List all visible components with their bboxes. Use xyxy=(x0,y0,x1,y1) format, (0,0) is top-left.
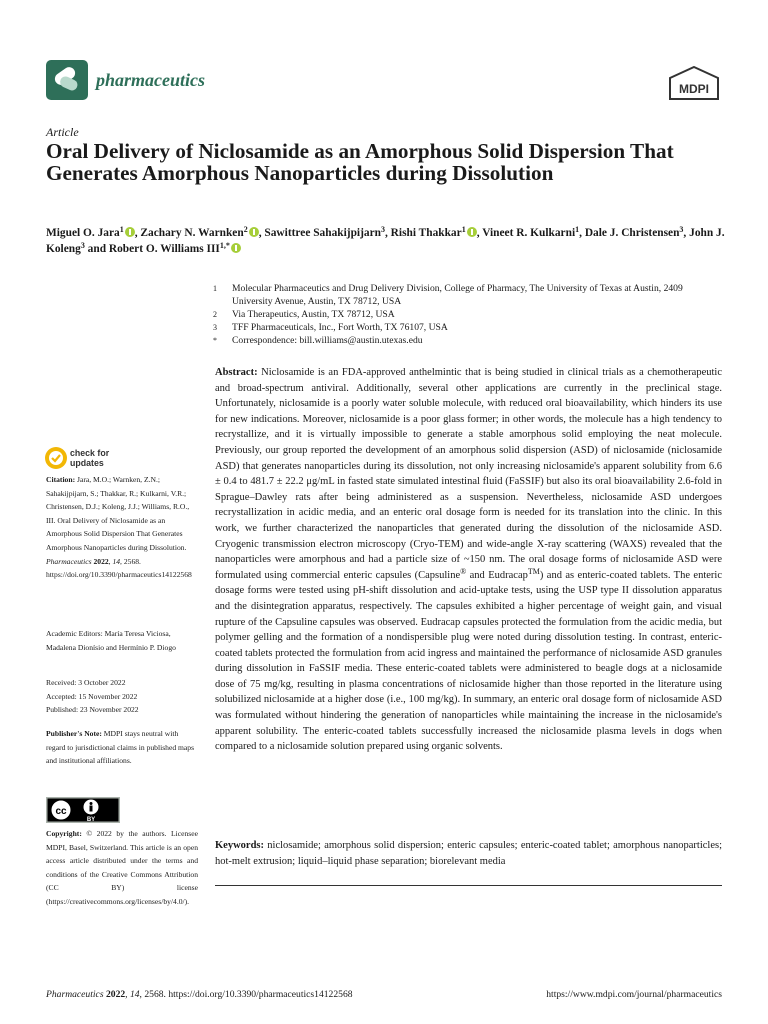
keywords-text: niclosamide; amorphous solid dispersion; enteric capsules; enteric-coated tablet; amorphous nanoparticles; hot-melt extrusion; liquid–liquid phase separation; biorelevant media xyxy=(215,840,722,867)
journal-name: pharmaceutics xyxy=(96,70,206,90)
publication-dates xyxy=(46,676,198,717)
author-separator: , xyxy=(579,227,585,239)
svg-text:cc: cc xyxy=(55,806,67,817)
author-name: John J. Koleng xyxy=(46,227,725,255)
affiliation-mark: * xyxy=(213,336,217,345)
copyright-text: © 2022 by the authors. Licensee MDPI, Basel, Switzerland. This article is an open access article distributed under the terms and conditions of the Creative Commons Attribution (CC BY) license (https://creativecommons.org/licenses/by/4.0/). xyxy=(46,829,198,906)
check-for-updates-icon xyxy=(44,446,68,470)
affiliations xyxy=(213,282,713,347)
abstract-text-3: ) and as enteric-coated tablets. The enteric dosage forms were tested using pH-shift dissolution and acid-uptake tests, using the USP type II dissolution apparatus and the disintegration apparatus, respectively. The capsules exhibited a higher percentage of weight gain, and visual rupture of the Capsuline capsules was observed. Eudracap capsules protected the formulation from the acidic media, but polymer gelling and the formation of a nondispersible plug were noted during dissolution testing. In contrast, enteric-coated tablets protected the formulation from acid ingress and maintained the performance of niclosamide ASD granules during dissolution in FaSSIF media. These enteric-coated tablets were administered to beagle dogs at a niclosamide dose of 75 mg/kg, resulting in plasma concentrations of niclosamide higher than those reported in the literature using solubilized niclosamide at a higher dose (i.e., 100 mg/kg). In summary, an enteric oral dosage form of niclosamide ASD was formulated without hindering the generation of nanoparticles while maintaining the increase in the niclosamide's apparent solubility. The enteric-coated tablets successfully increased the niclosamide plasma levels in dogs when compared to a niclosamide solution prepared using organic solvents. xyxy=(215,569,722,753)
author-name: Rishi Thakkar xyxy=(390,227,462,239)
academic-editors: Academic Editors: María Teresa Viciosa, Madalena Dionísio and Hermínio P. Diogo xyxy=(46,629,176,652)
affiliation-text: Correspondence: bill.williams@austin.utexas.edu xyxy=(232,335,423,346)
copyright-notice xyxy=(46,827,198,909)
footer-journal: Pharmaceutics xyxy=(46,989,104,1000)
author-affiliation-mark: 3 xyxy=(380,225,385,234)
author-name: Sawittree Sahakijpijarn xyxy=(264,227,381,239)
affiliation-item xyxy=(213,321,713,334)
author-name: Miguel O. Jara xyxy=(46,227,120,239)
orcid-icon[interactable] xyxy=(467,227,477,237)
mdpi-logo-icon xyxy=(668,66,720,100)
author-separator: , xyxy=(683,227,690,239)
author-affiliation-mark: 1 xyxy=(575,225,580,234)
affiliation-text: TFF Pharmaceuticals, Inc., Fort Worth, TX 76107, USA xyxy=(232,322,448,333)
author-affiliation-mark: 1,* xyxy=(219,241,230,250)
orcid-icon[interactable] xyxy=(249,227,259,237)
author-affiliation-mark: 3 xyxy=(80,241,85,250)
orcid-icon[interactable] xyxy=(231,243,241,253)
article-type: Article xyxy=(46,125,79,139)
affiliation-item xyxy=(213,334,713,347)
check-for-updates-label xyxy=(70,448,109,468)
page-header xyxy=(46,60,722,104)
cc-by-text: BY xyxy=(86,817,96,823)
copyright-label: Copyright: xyxy=(46,829,82,838)
received-date: Received: 3 October 2022 xyxy=(46,678,126,687)
article-title: Oral Delivery of Niclosamide as an Amorphous Solid Dispersion That Generates Amorphous Nanoparticles during Dissolution xyxy=(46,139,674,185)
trademark-mark: TM xyxy=(527,566,540,576)
affiliation-mark: 1 xyxy=(213,284,217,293)
author-name: Dale J. Christensen xyxy=(584,227,680,239)
affiliation-text: Molecular Pharmaceutics and Drug Delivery Division, College of Pharmacy, The University of Texas at Austin, 2409 University Avenue, Austin, TX 78712, USA xyxy=(232,283,683,307)
citation-text: Jara, M.O.; Warnken, Z.N.; Sahakijpijarn, S.; Thakkar, R.; Kulkarni, V.R.; Christensen, D.J.; Koleng, J.J.; Williams, R.O., III. Oral Delivery of Niclosamide as an Amorphous Solid Dispersion That Generates Amorphous Nanoparticles during Dissolution. xyxy=(46,475,190,552)
footer-doi: , 2568. https://doi.org/10.3390/pharmaceutics14122568 xyxy=(139,989,353,1000)
author-affiliation-mark: 1 xyxy=(119,225,124,234)
author-list xyxy=(46,225,726,257)
affiliation-item xyxy=(213,282,713,308)
mdpi-logo-text: MDPI xyxy=(679,82,709,96)
check-updates-line1: check for xyxy=(70,448,110,458)
citation-label: Citation: xyxy=(46,475,76,484)
check-for-updates-button[interactable] xyxy=(44,446,134,472)
pharmaceutics-logo-icon xyxy=(46,60,88,100)
citation-volume: 14 xyxy=(112,556,121,566)
author-affiliation-mark: 1 xyxy=(461,225,466,234)
accepted-date: Accepted: 15 November 2022 xyxy=(46,691,138,701)
abstract-text-1: Niclosamide is an FDA-approved anthelmintic that is being studied in clinical trials as a chemotherapeutic and broad-spectrum antiviral. Additionally, several other applications are currently in the preclinical stage. Unfortunately, niclosamide is a poorly water soluble molecule, with reduced oral bioavailability, which hinders its use for new indications. Moreover, niclosamide is a poor glass former; in other words, the molecule has a high tendency to recrystallize, and it is virtually impossible to generate a stable amorphous solid employing the neat molecule. Previously, our group reported the development of an amorphous solid dispersion (ASD) of niclosamide (niclosamide ASD) that generates nanoparticles during its dissolution, not only increasing niclosamide's apparent solubility from 6.6 ± 0.4 to 481.7 ± 22.2 μg/mL in fasted state simulated intestinal fluid (FaSSIF) but also its oral bioavailability 2.6-fold in Sprague–Dawley rats after being administered as a suspension. Nevertheless, niclosamide ASD undergoes recrystallization in acidic media, and an enteric oral dosage form is needed for its translation into the clinic. In this work, we further characterized the nanoparticles that generated during the dissolution of the niclosamide ASD. Cryogenic transmission electron microscopy (Cryo-TEM) and wide-angle X-ray scattering (WAXS) revealed that the nanoparticles were amorphous and had a particle size of ~150 nm. The oral dosage forms of niclosamide ASD were formulated using commercial enteric capsules (Capsuline xyxy=(215,367,722,581)
author-affiliation-mark: 3 xyxy=(679,225,684,234)
affiliation-mark: 2 xyxy=(213,310,217,319)
cc-by-license-icon[interactable] xyxy=(46,797,120,823)
citation-journal: Pharmaceutics xyxy=(46,556,92,566)
author-name: Vineet R. Kulkarni xyxy=(482,227,576,239)
author-separator: , xyxy=(258,227,265,239)
keywords-label: Keywords: xyxy=(215,840,264,851)
author-name: Robert O. Williams III xyxy=(108,243,220,255)
citation: Citation: Jara, M.O.; Warnken, Z.N.; Sahakijpijarn, S.; Thakkar, R.; Kulkarni, V.R.; Christensen, D.J.; Koleng, J.J.; Williams, R.O., III. Oral Delivery of Niclosamide as an Amorphous Solid Dispersion That Generates Amorphous Nanoparticles during Dissolution. Pharmaceutics 2022, 14, 2568. https://doi.org/10.3390/pharmaceutics14122568 xyxy=(46,475,192,580)
registered-mark: ® xyxy=(460,566,467,576)
published-date: Published: 23 November 2022 xyxy=(46,705,139,715)
author-affiliation-mark: 2 xyxy=(243,225,248,234)
abstract-label: Abstract: xyxy=(215,367,258,378)
affiliation-item xyxy=(213,308,713,321)
author-name: Zachary N. Warnken xyxy=(140,227,244,239)
author-separator: , xyxy=(134,227,141,239)
affiliation-text: Via Therapeutics, Austin, TX 78712, USA xyxy=(232,309,395,320)
citation-year: 2022 xyxy=(93,556,109,566)
pubnote-text: MDPI stays neutral with regard to jurisdictional claims in published maps and institutional affiliations. xyxy=(46,729,195,766)
footer-volume: 14 xyxy=(129,989,140,1000)
affiliation-mark: 3 xyxy=(213,323,217,332)
check-updates-line2: updates xyxy=(70,458,104,468)
abstract-text-2: and Eudracap xyxy=(466,569,528,581)
keywords xyxy=(215,838,722,869)
footer-citation: Pharmaceutics 2022, 14, 2568. https://doi.org/10.3390/pharmaceutics14122568 xyxy=(46,989,353,1000)
citation-doi: , 2568. https://doi.org/10.3390/pharmaceutics14122568 xyxy=(46,556,192,580)
footer-year: 2022 xyxy=(105,989,126,1000)
author-separator: , xyxy=(384,227,391,239)
keywords-divider xyxy=(215,885,722,886)
publishers-note xyxy=(46,727,198,768)
footer-journal-url[interactable]: https://www.mdpi.com/journal/pharmaceutics xyxy=(546,989,722,1000)
abstract xyxy=(215,365,722,755)
pubnote-label: Publisher's Note: xyxy=(46,729,102,738)
author-separator: and xyxy=(84,243,109,255)
orcid-icon[interactable] xyxy=(125,227,135,237)
author-separator: , xyxy=(476,227,483,239)
